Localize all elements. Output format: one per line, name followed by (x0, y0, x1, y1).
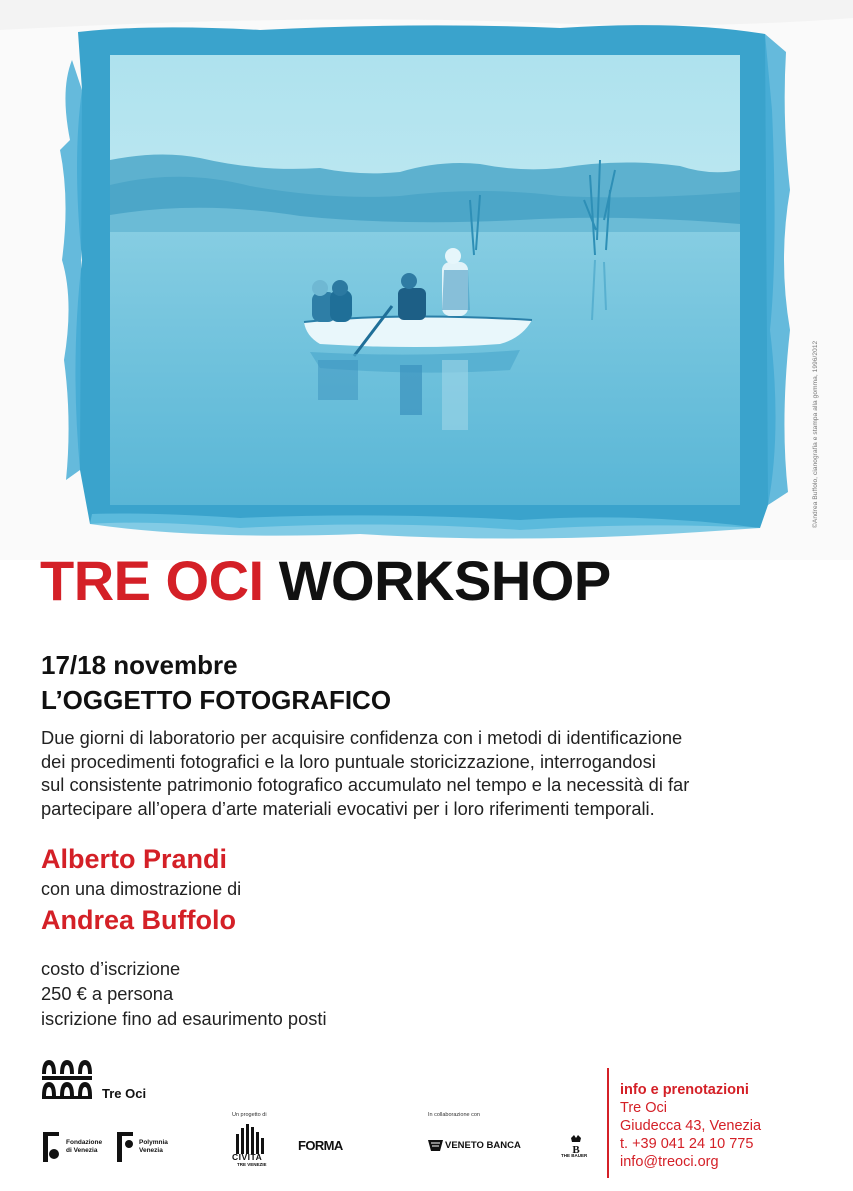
polymnia-logo-label (139, 1139, 168, 1155)
cost-line: iscrizione fino ad esaurimento posti (41, 1008, 327, 1029)
contact-divider (607, 1068, 609, 1178)
cost-info (41, 956, 327, 1031)
tre-oci-logo-icon (40, 1058, 94, 1100)
contact-address: Giudecca 43, Venezia (620, 1118, 762, 1134)
contact-venue: Tre Oci (620, 1100, 667, 1116)
contact-phone: t. +39 041 24 10 775 (620, 1136, 754, 1152)
polymnia-logo-icon (115, 1130, 137, 1164)
contact-block (620, 1081, 761, 1171)
veneto-banca-logo-label: VENETO BANCA (445, 1140, 521, 1151)
civita-sub-label: TRE VENEZIE (237, 1162, 267, 1167)
title-tre-oci: TRE OCI (40, 549, 264, 612)
description-line: sul consistente patrimonio fotografico accumulato nel tempo e la necessità di far (41, 774, 690, 796)
fondazione-line: di Venezia (66, 1147, 98, 1154)
event-subtitle: L’OGGETTO FOTOGRAFICO (41, 685, 392, 715)
svg-text:B: B (572, 1144, 580, 1156)
cost-line: 250 € a persona (41, 983, 174, 1004)
fondazione-line: Fondazione (66, 1139, 103, 1146)
polymnia-line: Polymnia (139, 1139, 168, 1146)
fondazione-logo-label (66, 1139, 102, 1155)
bauer-logo-label: THE BAUER (561, 1153, 588, 1158)
collaboration-label: In collaborazione con (428, 1112, 480, 1118)
contact-email: info@treoci.org (620, 1154, 719, 1170)
forma-logo: FORMA (298, 1138, 343, 1153)
polymnia-line: Venezia (139, 1147, 163, 1154)
photo-credit: ©Andrea Buffolo, cianografia e stampa alla gomma, 1996/2012 (812, 340, 819, 528)
description-line: dei procedimenti fotografici e la loro puntuale storicizzazione, interrogandosi (41, 750, 656, 772)
guest-name: Andrea Buffolo (41, 905, 236, 935)
event-dates: 17/18 novembre (41, 650, 238, 680)
title-workshop: WORKSHOP (278, 549, 611, 612)
cyanotype-photo (0, 0, 853, 560)
fondazione-logo-icon (41, 1130, 63, 1164)
event-description (41, 726, 826, 820)
contact-heading: info e prenotazioni (620, 1082, 749, 1098)
description-line: partecipare all’opera d’arte materiali evocativi per i loro riferimenti temporali. (41, 797, 655, 819)
civita-logo-icon (232, 1124, 272, 1154)
speaker-name: Alberto Prandi (41, 844, 228, 874)
demonstration-label: con una dimostrazione di (41, 879, 242, 899)
cost-line: costo d’iscrizione (41, 958, 181, 979)
project-of-label: Un progetto di (232, 1112, 267, 1118)
tre-oci-logo-label: Tre Oci (102, 1086, 147, 1101)
veneto-banca-logo-icon (428, 1140, 443, 1151)
civita-logo-label: CIVITA (232, 1152, 263, 1162)
event-title (40, 549, 611, 612)
cyanotype-image (0, 0, 853, 560)
description-line: Due giorni di laboratorio per acquisire confidenza con i metodi di identificazione (41, 727, 683, 748)
